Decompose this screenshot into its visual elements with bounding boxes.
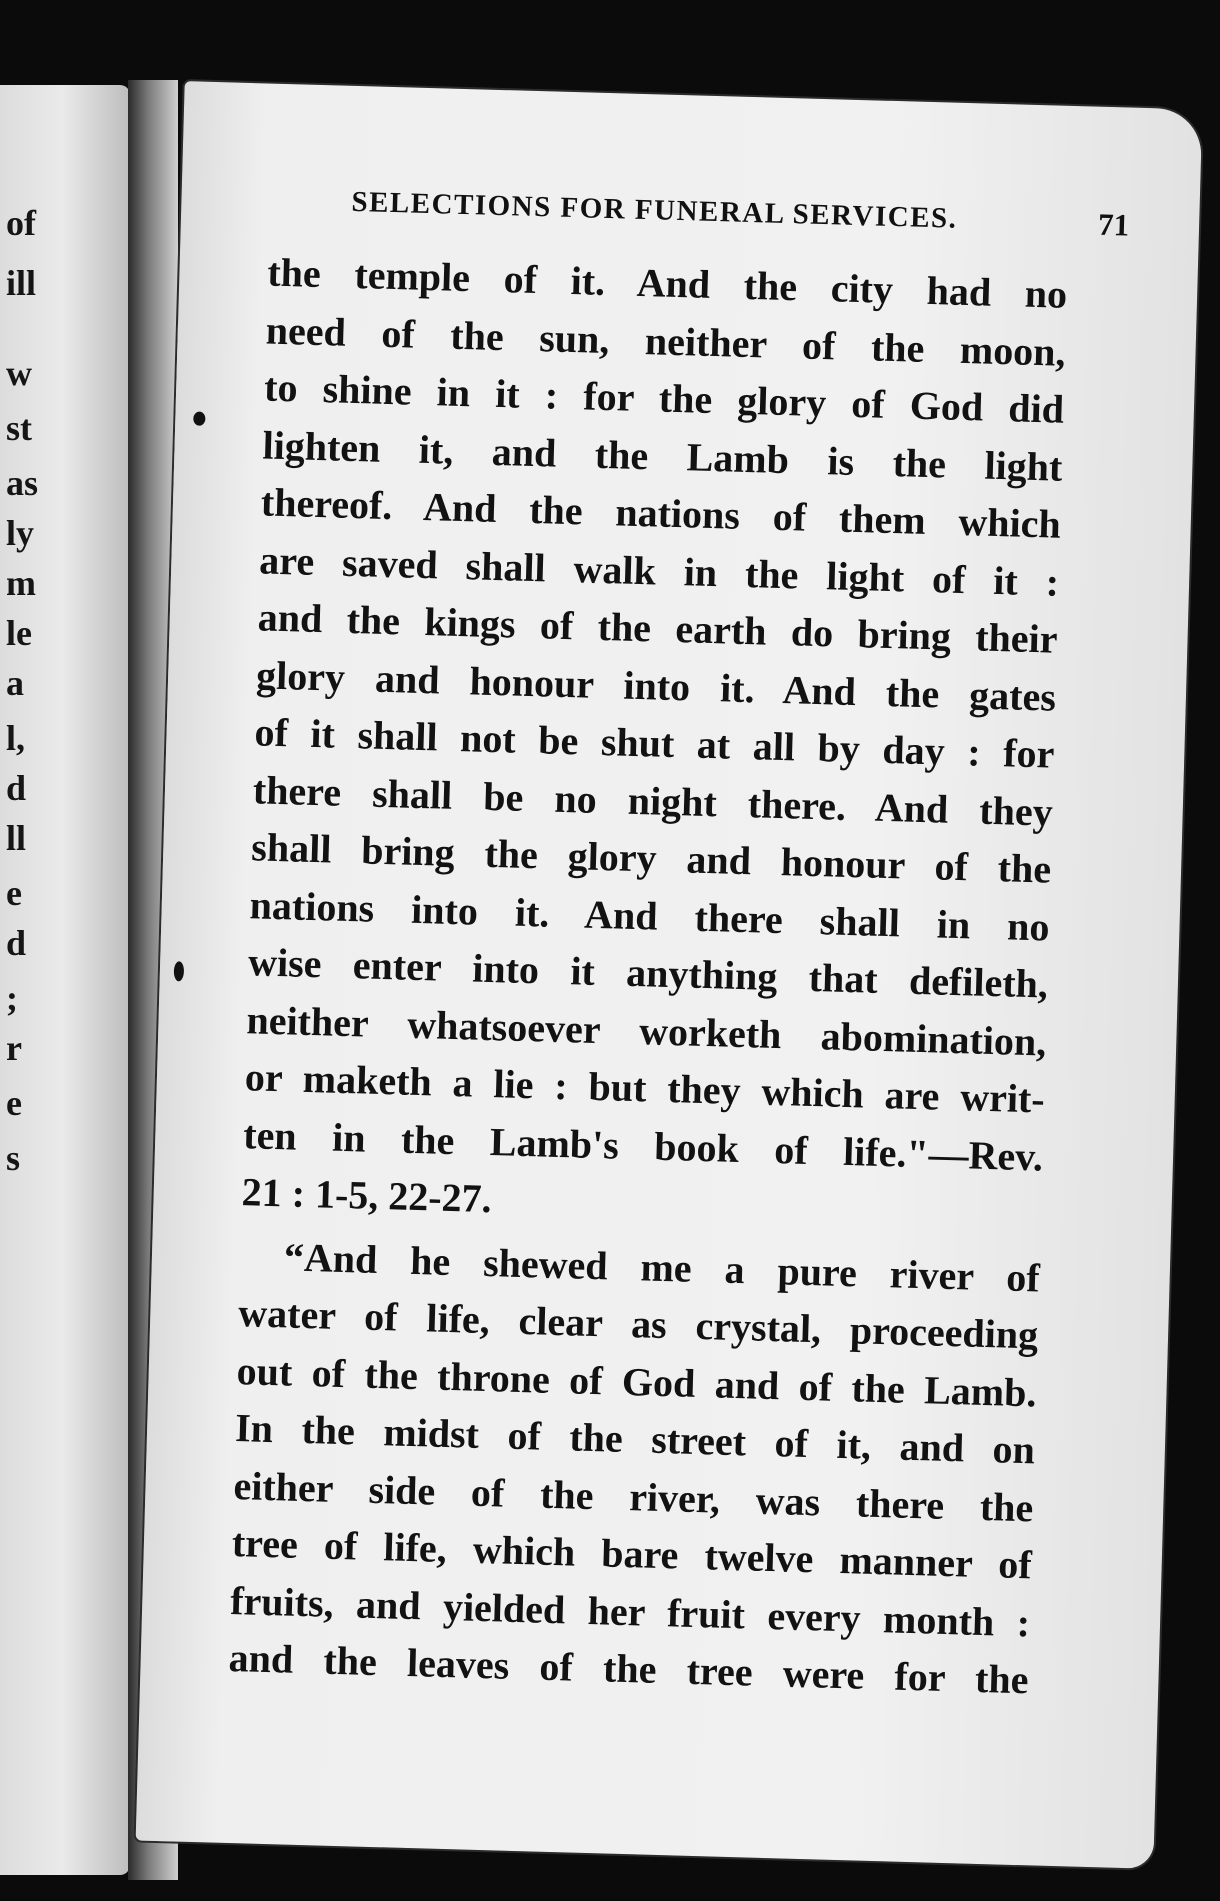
text-line: In the midst of the street of it, and on — [234, 1405, 1036, 1473]
left-page-edge — [0, 85, 130, 1875]
page-number: 71 — [1097, 206, 1130, 243]
left-page-fragment: le — [6, 613, 32, 653]
left-page-fragment: ; — [6, 978, 18, 1018]
left-page-fragment: m — [6, 563, 36, 603]
text-line: lighten it, and the Lamb is the light — [262, 421, 1063, 490]
text-line: 21 : 1-5, 22-27. — [241, 1169, 493, 1222]
text-line: neither whatsoever worketh abomination, — [245, 996, 1047, 1065]
paragraph — [241, 244, 1068, 1243]
text-line: there shall be no night there. And they — [252, 766, 1054, 835]
text-line: tree of life, which bare twelve manner of — [231, 1520, 1033, 1588]
text-line: shall bring the glory and honour of the — [250, 824, 1052, 892]
left-page-fragment: st — [6, 408, 32, 448]
text-line: “And he shewed me a pure river of — [283, 1233, 1041, 1300]
text-line: wise enter into it anything that defileth, — [247, 939, 1049, 1007]
text-line: to shine in it : for the glory of God did — [263, 364, 1065, 432]
text-line: either side of the river, was there the — [232, 1462, 1034, 1530]
left-page-fragment: d — [6, 923, 27, 963]
text-line: or maketh a lie : but they which are writ- — [244, 1054, 1046, 1122]
left-page-fragment: r — [6, 1028, 22, 1068]
text-line: water of life, clear as crystal, proceeding — [237, 1290, 1039, 1358]
text-line: ten in the Lamb's book of life."—Rev. — [242, 1111, 1044, 1180]
left-page-fragment: w — [6, 353, 32, 393]
left-page-fragment: a — [6, 663, 24, 703]
left-page-fragment: of — [6, 203, 36, 243]
left-page-fragment: ll — [6, 818, 27, 858]
left-page-fragment: e — [6, 873, 22, 913]
text-line: and the leaves of the tree were for the — [228, 1634, 1030, 1703]
running-head: SELECTIONS FOR FUNERAL SERVICES. — [351, 185, 958, 235]
left-page-fragment: l, — [6, 718, 26, 758]
text-line: need of the sun, neither of the moon, — [265, 307, 1067, 375]
ink-speck — [193, 412, 205, 426]
text-line: of it shall not be shut at all by day : for — [253, 709, 1055, 777]
text-line: nations into it. And there shall in no — [249, 881, 1051, 950]
text-line: out of the throne of God and of the Lamb. — [236, 1347, 1038, 1415]
paragraph — [228, 1227, 1041, 1709]
left-page-fragment: s — [6, 1138, 21, 1178]
text-line: glory and honour into it. And the gates — [255, 651, 1057, 720]
left-page-fragment: ill — [6, 263, 37, 303]
text-line: and the kings of the earth do bring their — [257, 594, 1059, 662]
book-page — [136, 81, 1203, 1869]
text-line: the temple of it. And the city had no — [266, 249, 1068, 317]
text-line: thereof. And the nations of them which — [260, 479, 1062, 547]
left-page-fragment: ly — [6, 513, 35, 553]
text-line: are saved shall walk in the light of it : — [258, 536, 1060, 605]
ink-speck — [174, 961, 185, 981]
text-line: fruits, and yielded her fruit every month : — [229, 1577, 1031, 1645]
page-body — [228, 244, 1068, 1709]
left-page-fragment: d — [6, 768, 27, 808]
left-page-fragment: as — [6, 463, 39, 503]
left-page-fragment: e — [6, 1083, 22, 1123]
